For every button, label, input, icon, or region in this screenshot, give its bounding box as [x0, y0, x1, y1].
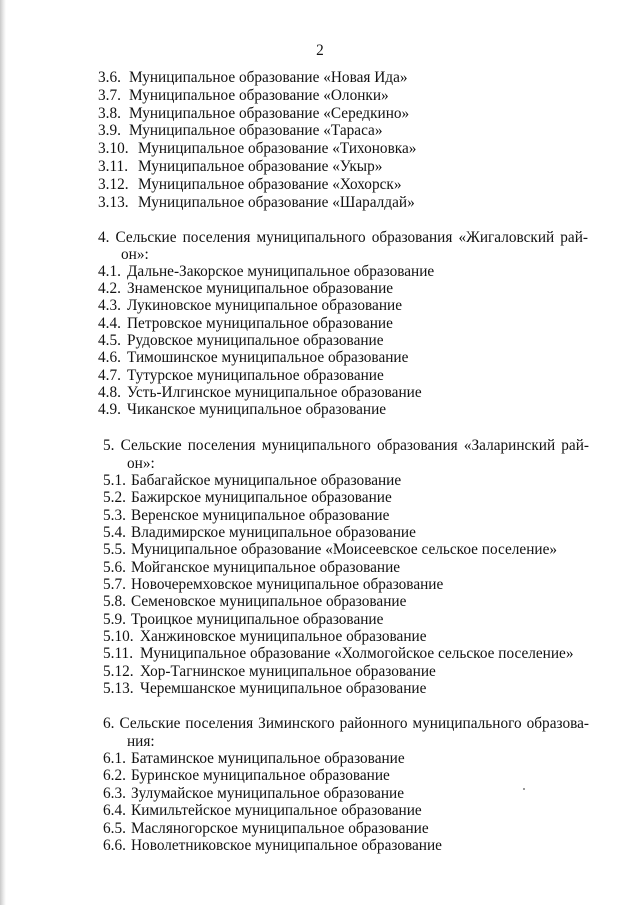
item-text: Черемшанское муниципальное образование [140, 680, 427, 697]
item-text: Масляногорское муниципальное образование [131, 820, 429, 837]
item-text: Муниципальное образование «Укыр» [138, 158, 383, 175]
item-text: Мойганское муниципальное образование [131, 559, 401, 576]
item-number: 6.6. [103, 837, 126, 854]
list-item [98, 158, 382, 175]
item-text: Знаменское муниципальное образование [127, 280, 394, 297]
item-text: Буринское муниципальное образование [131, 767, 390, 784]
list-item [103, 593, 406, 610]
list-item [103, 541, 557, 558]
list-item [103, 802, 422, 819]
item-text: Тутурское муниципальное образование [127, 367, 384, 384]
item-text: Ханжиновское муниципальное образование [140, 628, 427, 645]
item-text: Муниципальное образование «Середкино» [129, 105, 410, 122]
list-item [103, 472, 401, 489]
item-number: 4.2. [98, 280, 121, 297]
item-number: 6.2. [103, 767, 126, 784]
list-item [103, 489, 392, 506]
list-item [103, 785, 404, 802]
item-number: 4.5. [98, 332, 121, 349]
item-number: 4.8. [98, 384, 121, 401]
item-number: 5.7. [103, 576, 126, 593]
item-text: Муниципальное образование «Тихоновка» [138, 140, 417, 157]
item-text: Усть-Илгинское муниципальное образование [127, 384, 422, 401]
list-item [98, 401, 386, 418]
item-number: 4.1. [98, 263, 121, 280]
list-item [103, 767, 390, 784]
list-item [103, 750, 405, 767]
section-heading-continued: ния: [127, 733, 155, 750]
item-number: 4.9. [98, 401, 121, 418]
item-number: 3.8. [98, 105, 121, 122]
list-item [98, 122, 383, 139]
item-number: 3.9. [98, 122, 121, 139]
list-item [103, 524, 416, 541]
item-text: Владимирское муниципальное образование [131, 524, 416, 541]
list-item [98, 332, 384, 349]
list-item [103, 507, 389, 524]
item-number: 5.10. [103, 628, 134, 645]
item-text: Новолетниковское муниципальное образование [131, 837, 442, 854]
section-heading: 4. Сельские поселения муниципального образования «Жигаловский рай- [98, 229, 588, 246]
list-item [98, 315, 393, 332]
list-item [98, 297, 402, 314]
item-number: 5.8. [103, 593, 126, 610]
list-item [98, 367, 384, 384]
item-number: 5.3. [103, 507, 126, 524]
item-text: Муниципальное образование «Шаралдай» [138, 194, 415, 211]
list-item [98, 263, 434, 280]
item-number: 3.11. [98, 158, 129, 175]
list-item [103, 663, 436, 680]
list-item [98, 280, 393, 297]
item-text: Чиканское муниципальное образование [127, 401, 387, 418]
list-item [98, 140, 416, 157]
scan-edge-shadow [0, 0, 6, 905]
item-number: 6.3. [103, 785, 126, 802]
item-number: 4.3. [98, 297, 121, 314]
item-number: 5.12. [103, 663, 134, 680]
item-number: 5.5. [103, 541, 126, 558]
item-text: Муниципальное образование «Моисеевское сельское поселение» [131, 541, 558, 558]
item-text: Кимильтейское муниципальное образование [131, 802, 422, 819]
item-text: Тимошинское муниципальное образование [127, 349, 409, 366]
item-text: Дальне-Закорское муниципальное образование [127, 263, 435, 280]
list-item [103, 576, 443, 593]
item-text: Муниципальное образование «Тараса» [129, 122, 383, 139]
item-text: Лукиновское муниципальное образование [127, 297, 402, 314]
list-item [98, 105, 409, 122]
item-text: Муниципальное образование «Новая Ида» [129, 69, 408, 86]
list-item [103, 837, 442, 854]
list-item [103, 645, 573, 662]
item-text: Семеновское муниципальное образование [131, 593, 407, 610]
item-number: 6.4. [103, 802, 126, 819]
item-number: 6.5. [103, 820, 126, 837]
item-text: Рудовское муниципальное образование [127, 332, 384, 349]
list-item [98, 176, 401, 193]
item-number: 3.13. [98, 194, 129, 211]
item-text: Муниципальное образование «Олонки» [129, 87, 389, 104]
section-heading: 6. Сельские поселения Зиминского районного муниципального образова- [103, 715, 589, 732]
list-item [103, 680, 426, 697]
list-item [98, 384, 422, 401]
item-text: Веренское муниципальное образование [131, 507, 390, 524]
item-text: Зулумайское муниципальное образование [131, 785, 405, 802]
item-text: Бажирское муниципальное образование [131, 489, 392, 506]
list-item [98, 69, 408, 86]
item-text: Муниципальное образование «Холмогойское сельское поселение» [140, 645, 574, 662]
item-number: 5.13. [103, 680, 134, 697]
item-number: 5.4. [103, 524, 126, 541]
item-number: 5.11. [103, 645, 134, 662]
section-heading-continued: он»: [127, 455, 155, 472]
list-item [98, 87, 389, 104]
item-number: 3.10. [98, 140, 129, 157]
list-item [103, 611, 383, 628]
page-number: 2 [316, 42, 324, 59]
section-heading: 5. Сельские поселения муниципального образования «Заларинский рай- [103, 437, 589, 454]
list-item [103, 559, 400, 576]
item-number: 5.6. [103, 559, 126, 576]
item-number: 6.1. [103, 750, 126, 767]
item-text: Хор-Тагнинское муниципальное образование [140, 663, 436, 680]
item-number: 5.2. [103, 489, 126, 506]
item-number: 3.7. [98, 87, 121, 104]
section-heading-continued: он»: [121, 246, 149, 263]
scan-speck [523, 788, 525, 790]
item-text: Бабагайское муниципальное образование [131, 472, 402, 489]
item-number: 3.6. [98, 69, 121, 86]
item-number: 5.9. [103, 611, 126, 628]
list-item [98, 349, 408, 366]
item-number: 3.12. [98, 176, 129, 193]
item-text: Батаминское муниципальное образование [131, 750, 405, 767]
item-number: 4.7. [98, 367, 121, 384]
item-number: 4.4. [98, 315, 121, 332]
list-item [98, 194, 415, 211]
list-item [103, 820, 429, 837]
item-number: 4.6. [98, 349, 121, 366]
item-text: Петровское муниципальное образование [127, 315, 393, 332]
item-text: Новочеремховское муниципальное образование [131, 576, 444, 593]
list-item [103, 628, 427, 645]
item-text: Муниципальное образование «Хохорск» [138, 176, 402, 193]
item-text: Троицкое муниципальное образование [131, 611, 384, 628]
item-number: 5.1. [103, 472, 126, 489]
